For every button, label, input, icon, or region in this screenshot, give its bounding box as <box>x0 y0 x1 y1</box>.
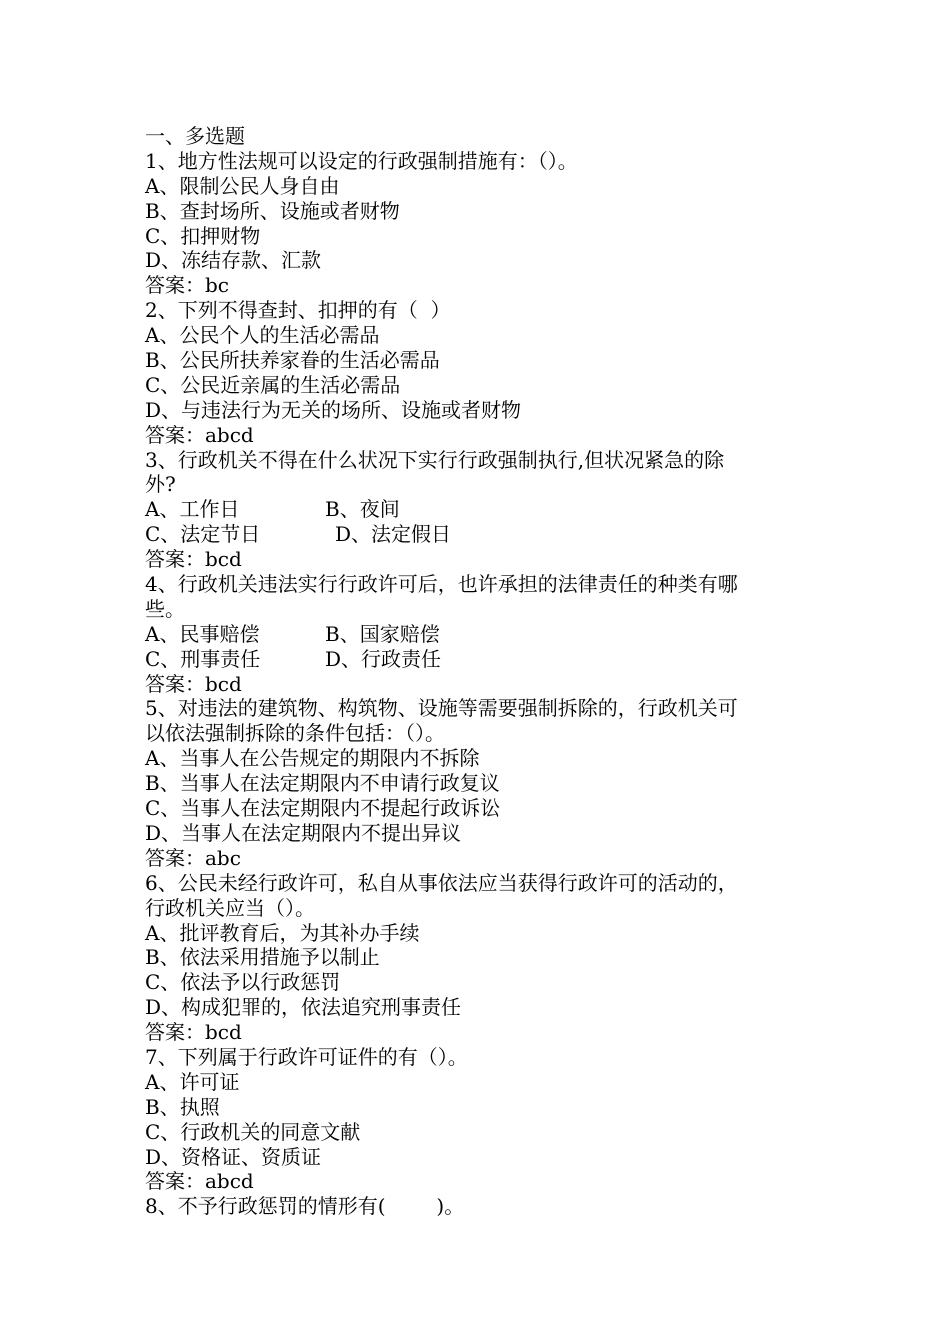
question-stem-continued: 行政机关应当（）。 <box>145 895 315 920</box>
option-a: A、公民个人的生活必需品 <box>145 323 380 348</box>
option-d: D、与违法行为无关的场所、设施或者财物 <box>145 397 522 422</box>
option-b: B、查封场所、设施或者财物 <box>145 198 400 223</box>
question-stem: 7、下列属于行政许可证件的有（）。 <box>145 1044 468 1069</box>
option-d: D、冻结存款、汇款 <box>145 248 322 273</box>
question-3 <box>145 448 815 572</box>
answer: 答案：abc <box>145 845 241 870</box>
option-c: C、依法予以行政惩罚 <box>145 970 341 995</box>
question-stem: 5、对违法的建筑物、构筑物、设施等需要强制拆除的，行政机关可 <box>145 696 738 721</box>
answer: 答案：abcd <box>145 1169 254 1194</box>
option-c: C、行政机关的同意文献 <box>145 1119 361 1144</box>
option-b: B、当事人在法定期限内不申请行政复议 <box>145 771 500 796</box>
option-a: A、民事赔偿 <box>145 621 260 646</box>
option-c: C、当事人在法定期限内不提起行政诉讼 <box>145 796 501 821</box>
answer: 答案：bcd <box>145 547 242 572</box>
option-b: B、执照 <box>145 1094 220 1119</box>
option-c: C、刑事责任 <box>145 646 261 671</box>
question-7 <box>145 1045 815 1194</box>
question-4 <box>145 572 815 696</box>
question-8 <box>145 1194 815 1219</box>
option-row <box>145 647 815 672</box>
section-title: 一、多选题 <box>145 124 245 148</box>
question-1 <box>145 149 815 298</box>
question-stem-continued: 些。 <box>145 596 185 621</box>
option-c: C、法定节日 <box>145 522 261 547</box>
answer: 答案：bcd <box>145 1020 242 1045</box>
question-stem: 1、地方性法规可以设定的行政强制措施有：（）。 <box>145 148 578 173</box>
option-a: A、工作日 <box>145 497 240 522</box>
answer: 答案：bcd <box>145 671 242 696</box>
option-a: A、许可证 <box>145 1069 240 1094</box>
question-stem: 8、不予行政惩罚的情形有( )。 <box>145 1194 465 1219</box>
question-2 <box>145 298 815 447</box>
question-stem: 3、行政机关不得在什么状况下实行行政强制执行,但状况紧急的除 <box>145 447 725 472</box>
document-body <box>145 124 815 1219</box>
option-b: B、国家赔偿 <box>325 621 440 646</box>
question-stem: 2、下列不得查封、扣押的有（ ） <box>145 298 451 323</box>
answer: 答案：abcd <box>145 422 254 447</box>
option-d: D、法定假日 <box>335 522 452 547</box>
option-a: A、限制公民人身自由 <box>145 173 340 198</box>
option-d: D、构成犯罪的，依法追究刑事责任 <box>145 995 462 1020</box>
option-a: A、当事人在公告规定的期限内不拆除 <box>145 746 480 771</box>
question-6 <box>145 871 815 1045</box>
option-b: B、夜间 <box>325 497 400 522</box>
option-b: B、依法采用措施予以制止 <box>145 945 380 970</box>
question-stem-continued: 以依法强制拆除的条件包括：（）。 <box>145 721 445 746</box>
option-a: A、批评教育后，为其补办手续 <box>145 920 420 945</box>
question-stem-continued: 外? <box>145 472 176 497</box>
option-c: C、公民近亲属的生活必需品 <box>145 372 401 397</box>
question-stem: 4、行政机关违法实行行政许可后，也许承担的法律责任的种类有哪 <box>145 572 738 597</box>
option-row <box>145 522 815 547</box>
option-c: C、扣押财物 <box>145 223 261 248</box>
option-b: B、公民所扶养家眷的生活必需品 <box>145 348 440 373</box>
option-row <box>145 622 815 647</box>
option-d: D、当事人在法定期限内不提出异议 <box>145 820 462 845</box>
option-d: D、行政责任 <box>325 646 442 671</box>
option-row <box>145 497 815 522</box>
question-stem: 6、公民未经行政许可，私自从事依法应当获得行政许可的活动的， <box>145 870 738 895</box>
answer: 答案：bc <box>145 273 230 298</box>
option-d: D、资格证、资质证 <box>145 1144 322 1169</box>
question-5 <box>145 696 815 870</box>
